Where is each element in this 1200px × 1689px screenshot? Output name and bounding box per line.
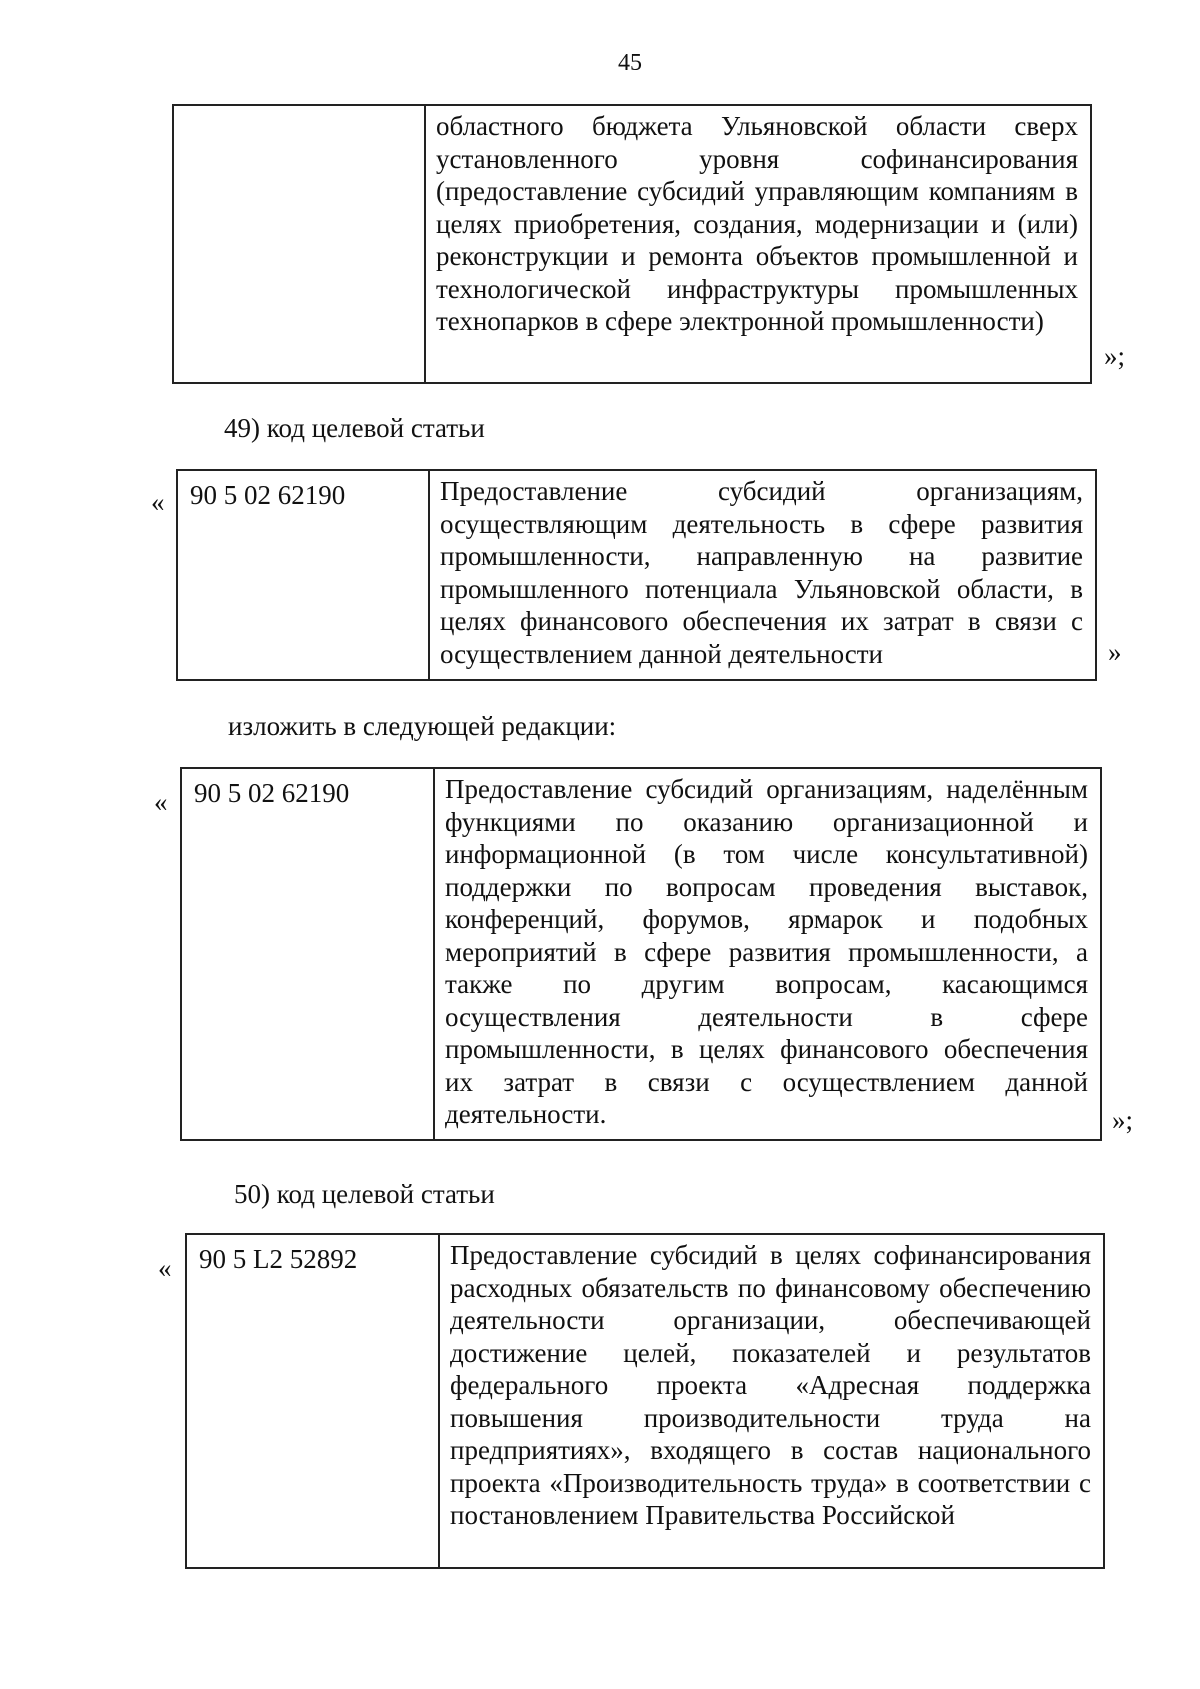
- table-item-49-new: [180, 767, 1102, 1141]
- close-quote: »;: [1112, 1105, 1134, 1135]
- close-quote: »;: [1104, 341, 1126, 371]
- code-cell: [174, 106, 426, 382]
- table-item-50: [185, 1233, 1105, 1569]
- redaction-heading: изложить в следующей редакции:: [228, 711, 617, 741]
- description-cell: Предоставление субсидий организациям, осуществляющим деятельность в сфере развития промышленности, направленную на развитие промышленного потенциала Ульяновской области, в целях финансового обеспечения их затрат в связи с осуществлением данной деятельности: [440, 476, 1083, 669]
- description-cell: областного бюджета Ульяновской области сверх установленного уровня софинансирования (предоставление субсидий управляющим компаниям в целях приобретения, создания, модернизации и (или) реконструкции и ремонта объектов промышленной и технологической инфраструктуры промышленных технопарков в сфере электронной промышленности): [436, 111, 1078, 336]
- table-item-49: [176, 469, 1097, 681]
- close-quote: »: [1108, 637, 1122, 667]
- table-continued: [172, 104, 1092, 384]
- description-cell: Предоставление субсидий организациям, наделённым функциями по оказанию организационной и информационной (в том числе консультативной) поддержки по вопросам проведения выставок, конференций, форумов, ярмарок и подобных мероприятий в сфере развития промышленности, а также по другим вопросам, касающимся осуществления деятельности в сфере промышленности, в целях финансового обеспечения их затрат в связи с осуществлением данной деятельности.: [445, 774, 1088, 1129]
- page-number: 45: [618, 50, 642, 76]
- code-cell: 90 5 02 62190: [178, 471, 430, 679]
- code-cell: 90 5 L2 52892: [187, 1235, 440, 1567]
- code-cell: 90 5 02 62190: [182, 769, 435, 1139]
- open-quote: «: [151, 487, 165, 517]
- open-quote: «: [154, 787, 168, 817]
- item-49-heading: 49) код целевой статьи: [224, 413, 485, 443]
- item-50-heading: 50) код целевой статьи: [234, 1179, 495, 1209]
- open-quote: «: [158, 1253, 172, 1283]
- description-cell: Предоставление субсидий в целях софинансирования расходных обязательств по финансовому обеспечению деятельности организации, обеспечивающей достижение целей, показателей и результатов федерального проекта «Адресная поддержка повышения производительности труда на предприятиях», входящего в состав национального проекта «Производительность труда» в соответствии с постановлением Правительства Российской: [450, 1240, 1091, 1530]
